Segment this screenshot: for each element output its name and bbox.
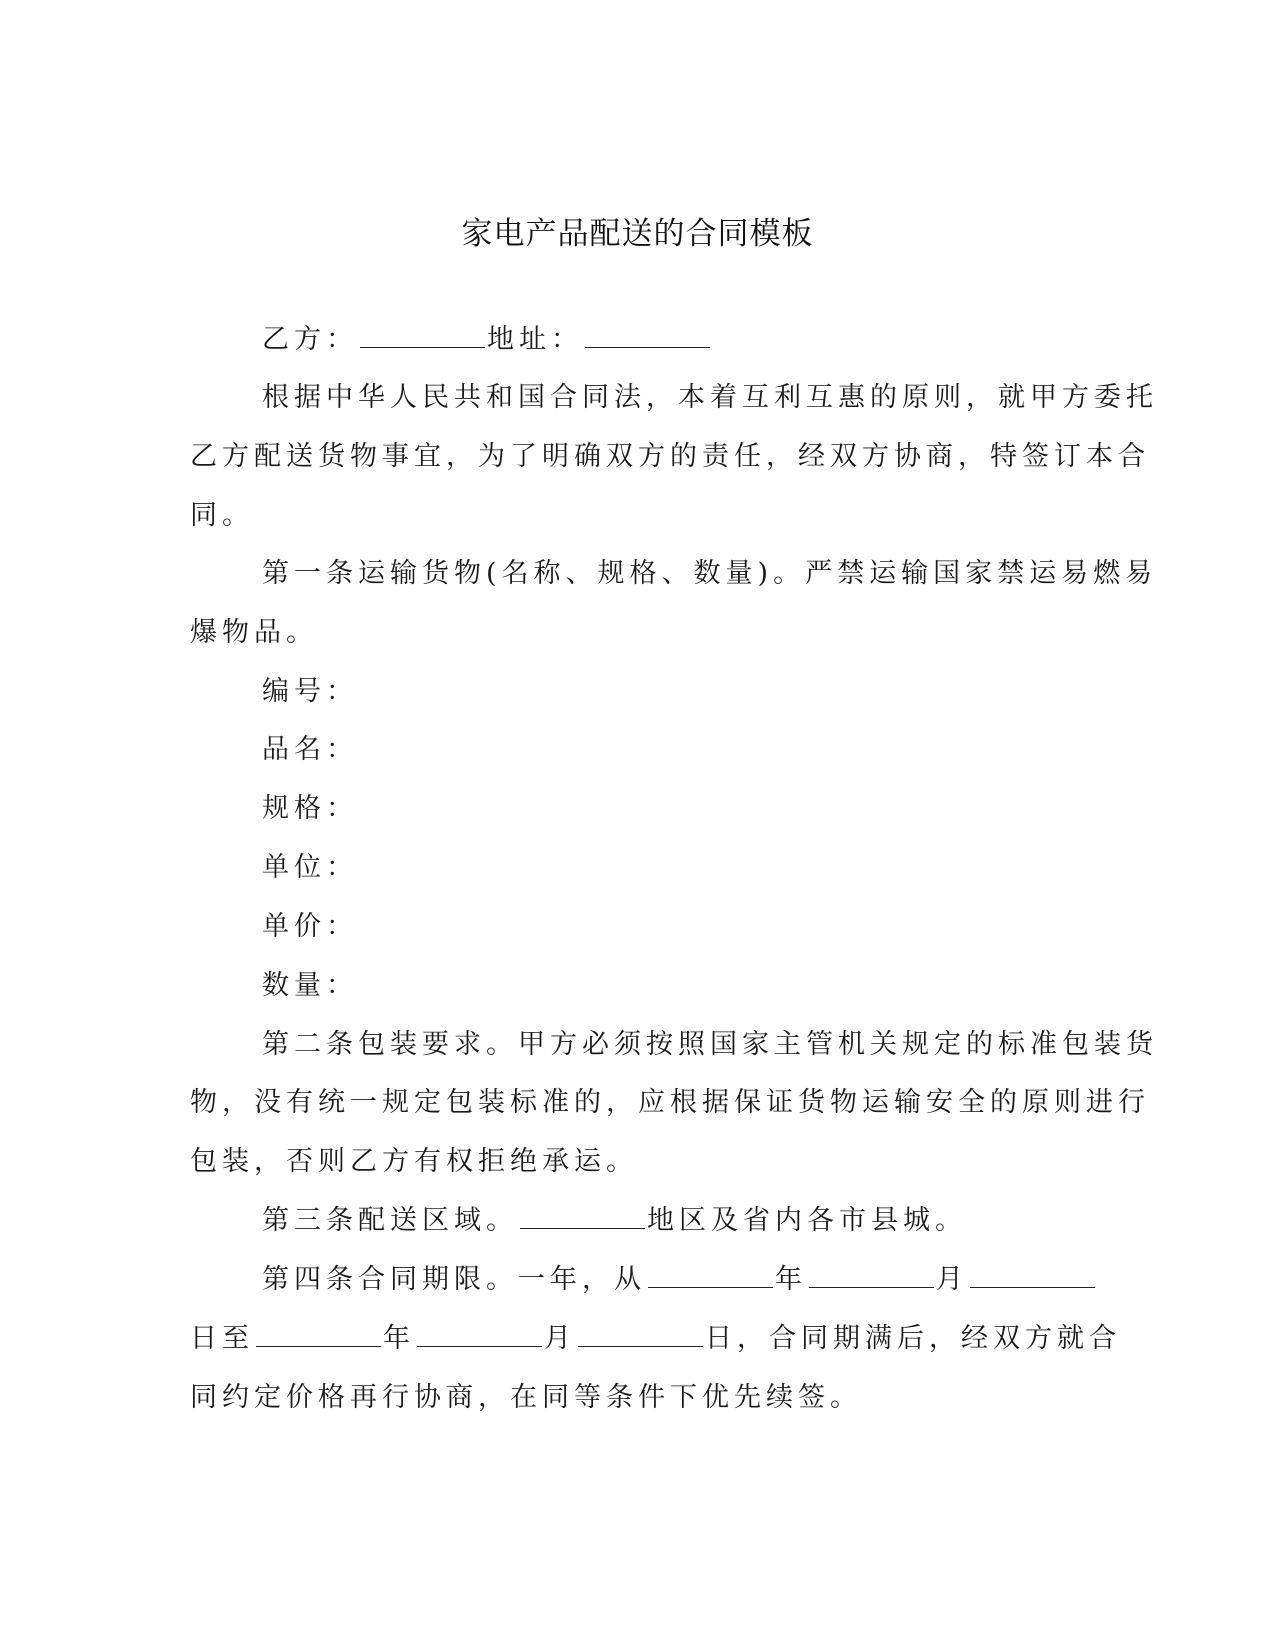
field-product-name: 品名：	[262, 734, 358, 765]
party-b-blank[interactable]	[360, 323, 485, 348]
start-year-blank[interactable]	[648, 1263, 773, 1288]
field-spec: 规格：	[262, 793, 358, 824]
article2-line-2: 物，没有统一规定包装标准的，应根据保证货物运输安全的原则进行	[190, 1087, 1150, 1118]
article2-line-1: 第二条包装要求。甲方必须按照国家主管机关规定的标准包装货	[262, 1029, 1158, 1060]
article4-line-3: 同约定价格再行协商，在同等条件下优先续签。	[190, 1382, 862, 1413]
article3-line	[262, 1203, 1162, 1239]
year-label: 年	[775, 1264, 807, 1295]
year-label-2: 年	[383, 1323, 415, 1354]
article4-line-2	[190, 1321, 1121, 1357]
month-label: 月	[936, 1264, 968, 1295]
preamble-line-2: 乙方配送货物事宜，为了明确双方的责任，经双方协商，特签订本合	[190, 441, 1150, 472]
article2-line-3: 包装，否则乙方有权拒绝承运。	[190, 1146, 638, 1177]
start-day-blank[interactable]	[970, 1263, 1095, 1288]
region-blank[interactable]	[520, 1204, 645, 1229]
field-unit-price: 单价：	[262, 911, 358, 942]
article1-line-1: 第一条运输货物(名称、规格、数量)。严禁运输国家禁运易燃易	[262, 558, 1158, 589]
party-b-label: 乙方：	[262, 324, 358, 355]
document-title: 家电产品配送的合同模板	[461, 216, 814, 252]
month-label-2: 月	[544, 1323, 576, 1354]
address-blank[interactable]	[585, 323, 710, 348]
preamble-line-1: 根据中华人民共和国合同法，本着互利互惠的原则，就甲方委托	[262, 382, 1158, 413]
party-b-line	[262, 322, 1162, 358]
article4-prefix: 第四条合同期限。一年，从	[262, 1264, 646, 1295]
field-number: 编号：	[262, 676, 358, 707]
end-day-blank[interactable]	[578, 1322, 703, 1347]
article4-line2-suffix: 日，合同期满后，经双方就合	[705, 1323, 1121, 1354]
preamble-line-3: 同。	[190, 500, 254, 531]
end-year-blank[interactable]	[256, 1322, 381, 1347]
article4-line-1	[262, 1262, 1162, 1298]
article1-line-2: 爆物品。	[190, 617, 318, 648]
article4-day-to: 日至	[190, 1323, 254, 1354]
article3-suffix: 地区及省内各市县城。	[647, 1205, 967, 1236]
article3-prefix: 第三条配送区域。	[262, 1205, 518, 1236]
start-month-blank[interactable]	[809, 1263, 934, 1288]
end-month-blank[interactable]	[417, 1322, 542, 1347]
address-label: 地址：	[487, 324, 583, 355]
field-quantity: 数量：	[262, 970, 358, 1001]
field-unit: 单位：	[262, 852, 358, 883]
